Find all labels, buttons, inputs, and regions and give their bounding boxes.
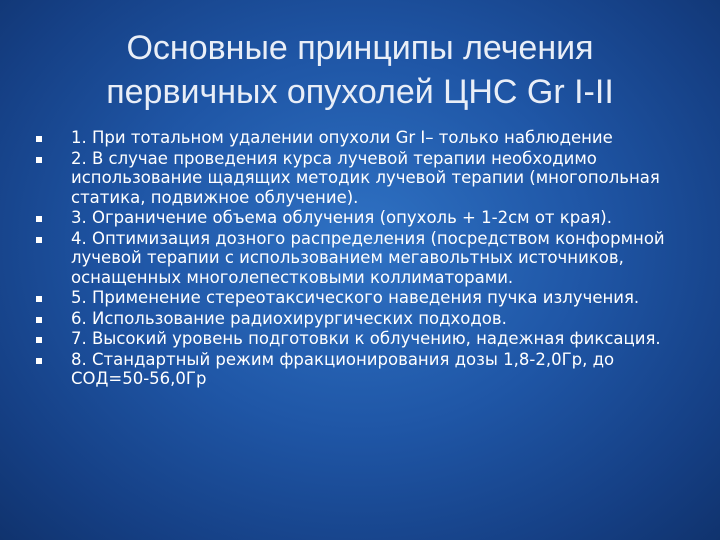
bullet-item xyxy=(36,288,676,308)
bullet-text: 2. В случае проведения курса лучевой терапии необходимо использование щадящих методик лучевой терапии (многопольная статика, подвижное облучение). xyxy=(71,148,660,207)
square-bullet-icon xyxy=(36,157,42,163)
bullet-item xyxy=(36,229,676,288)
bullet-item xyxy=(36,329,676,349)
square-bullet-icon xyxy=(36,358,42,364)
square-bullet-icon xyxy=(36,136,42,142)
bullet-list xyxy=(36,128,676,390)
bullet-item xyxy=(36,208,676,228)
bullet-item xyxy=(36,149,676,208)
bullet-item xyxy=(36,350,676,389)
bullet-item xyxy=(36,309,676,329)
bullet-item xyxy=(36,128,676,148)
slide-title-line-2: первичных опухолей ЦНС Gr I-II xyxy=(106,73,614,111)
bullet-text: 4. Оптимизация дозного распределения (посредством конформной лучевой терапии с использованием мегавольтных источников, оснащенных многолепестковыми коллиматорами. xyxy=(71,228,665,287)
square-bullet-icon xyxy=(36,317,42,323)
bullet-text: 5. Применение стереотаксического наведения пучка излучения. xyxy=(71,288,640,307)
square-bullet-icon xyxy=(36,237,42,243)
slide-title-line-1: Основные принципы лечения xyxy=(126,29,594,67)
bullet-text: 3. Ограничение объема облучения (опухоль + 1-2см от края). xyxy=(71,208,612,227)
square-bullet-icon xyxy=(36,216,42,222)
square-bullet-icon xyxy=(36,337,42,343)
slide-title xyxy=(40,26,680,114)
bullet-text: 1. При тотальном удалении опухоли Gr I– только наблюдение xyxy=(71,128,613,147)
bullet-text: 6. Использование радиохирургических подходов. xyxy=(71,308,507,328)
square-bullet-icon xyxy=(36,296,42,302)
bullet-text: 8. Стандартный режим фракционирования дозы 1,8-2,0Гр, до СОД=50-56,0Гр xyxy=(71,349,615,388)
bullet-text: 7. Высокий уровень подготовки к облучению, надежная фиксация. xyxy=(71,329,661,348)
